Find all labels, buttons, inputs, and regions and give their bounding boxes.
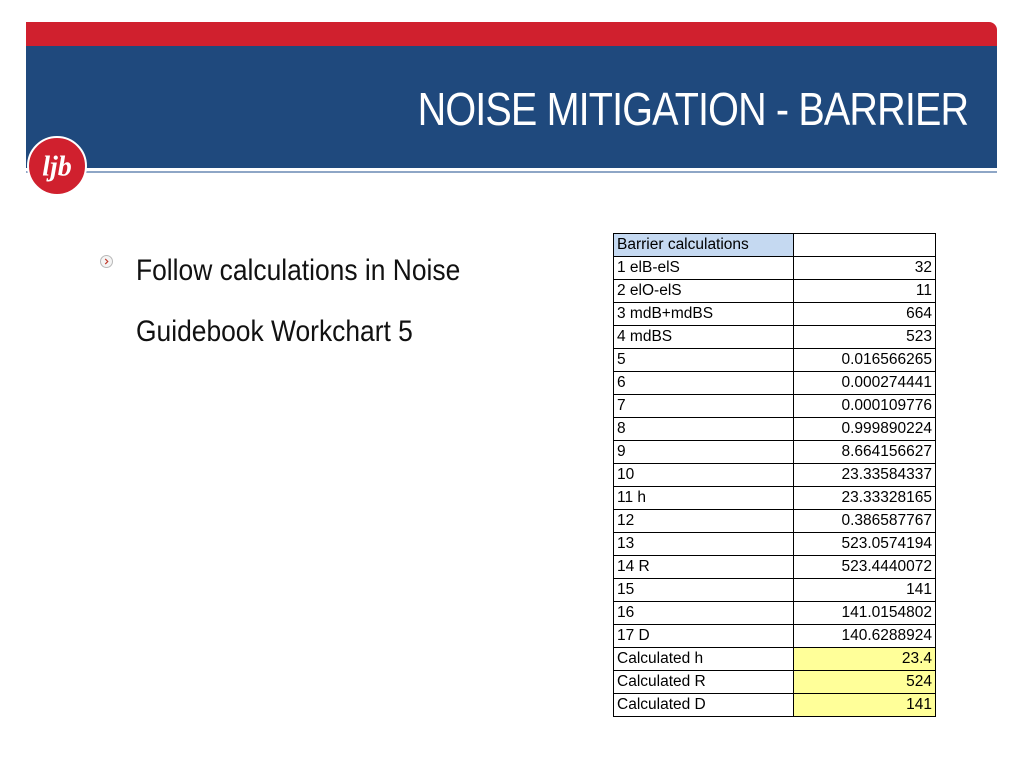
row-value: 523 <box>794 326 936 349</box>
table-header-value <box>794 234 936 257</box>
row-label: Calculated R <box>614 671 794 694</box>
table-row <box>614 441 936 464</box>
table-row <box>614 326 936 349</box>
table-row <box>614 533 936 556</box>
row-label: 13 <box>614 533 794 556</box>
row-label: 12 <box>614 510 794 533</box>
row-value: 23.33328165 <box>794 487 936 510</box>
table-row <box>614 487 936 510</box>
row-label: 14 R <box>614 556 794 579</box>
row-label: 15 <box>614 579 794 602</box>
row-label: 5 <box>614 349 794 372</box>
row-value: 524 <box>794 671 936 694</box>
table-row <box>614 510 936 533</box>
row-value: 0.000109776 <box>794 395 936 418</box>
table-header-label: Barrier calculations <box>614 234 794 257</box>
row-value: 664 <box>794 303 936 326</box>
table-header-row <box>614 234 936 257</box>
row-label: 9 <box>614 441 794 464</box>
table-row <box>614 280 936 303</box>
bullet-icon <box>100 255 113 268</box>
row-label: 17 D <box>614 625 794 648</box>
barrier-calculations-table <box>613 233 936 717</box>
row-label: Calculated D <box>614 694 794 717</box>
row-value: 0.016566265 <box>794 349 936 372</box>
table-row <box>614 579 936 602</box>
row-label: 4 mdBS <box>614 326 794 349</box>
row-value: 0.386587767 <box>794 510 936 533</box>
row-value: 8.664156627 <box>794 441 936 464</box>
table-row <box>614 372 936 395</box>
table-row <box>614 303 936 326</box>
logo-text: ljb <box>42 151 72 183</box>
row-value: 11 <box>794 280 936 303</box>
row-label: 7 <box>614 395 794 418</box>
row-label: 16 <box>614 602 794 625</box>
row-value: 141 <box>794 694 936 717</box>
header-red-bar <box>26 22 997 46</box>
row-value: 0.000274441 <box>794 372 936 395</box>
row-label: 11 h <box>614 487 794 510</box>
table-row <box>614 395 936 418</box>
row-value: 23.4 <box>794 648 936 671</box>
row-value: 141 <box>794 579 936 602</box>
table-row <box>614 418 936 441</box>
row-label: 8 <box>614 418 794 441</box>
table-row <box>614 625 936 648</box>
row-label: Calculated h <box>614 648 794 671</box>
table-row <box>614 556 936 579</box>
table-row <box>614 464 936 487</box>
table-row <box>614 602 936 625</box>
row-value: 0.999890224 <box>794 418 936 441</box>
slide-title: NOISE MITIGATION - BARRIER <box>417 83 968 135</box>
row-value: 140.6288924 <box>794 625 936 648</box>
row-label: 6 <box>614 372 794 395</box>
bullet-text: Follow calculations in Noise Guidebook Workchart 5 <box>136 254 461 348</box>
table-row <box>614 648 936 671</box>
row-value: 23.33584337 <box>794 464 936 487</box>
row-label: 2 elO-elS <box>614 280 794 303</box>
table-row <box>614 671 936 694</box>
row-value: 141.0154802 <box>794 602 936 625</box>
table-row <box>614 257 936 280</box>
row-label: 1 elB-elS <box>614 257 794 280</box>
row-value: 523.0574194 <box>794 533 936 556</box>
row-label: 3 mdB+mdBS <box>614 303 794 326</box>
row-value: 32 <box>794 257 936 280</box>
ljb-logo <box>27 136 87 196</box>
table-row <box>614 694 936 717</box>
row-value: 523.4440072 <box>794 556 936 579</box>
row-label: 10 <box>614 464 794 487</box>
table-row <box>614 349 936 372</box>
header-divider <box>26 171 997 173</box>
